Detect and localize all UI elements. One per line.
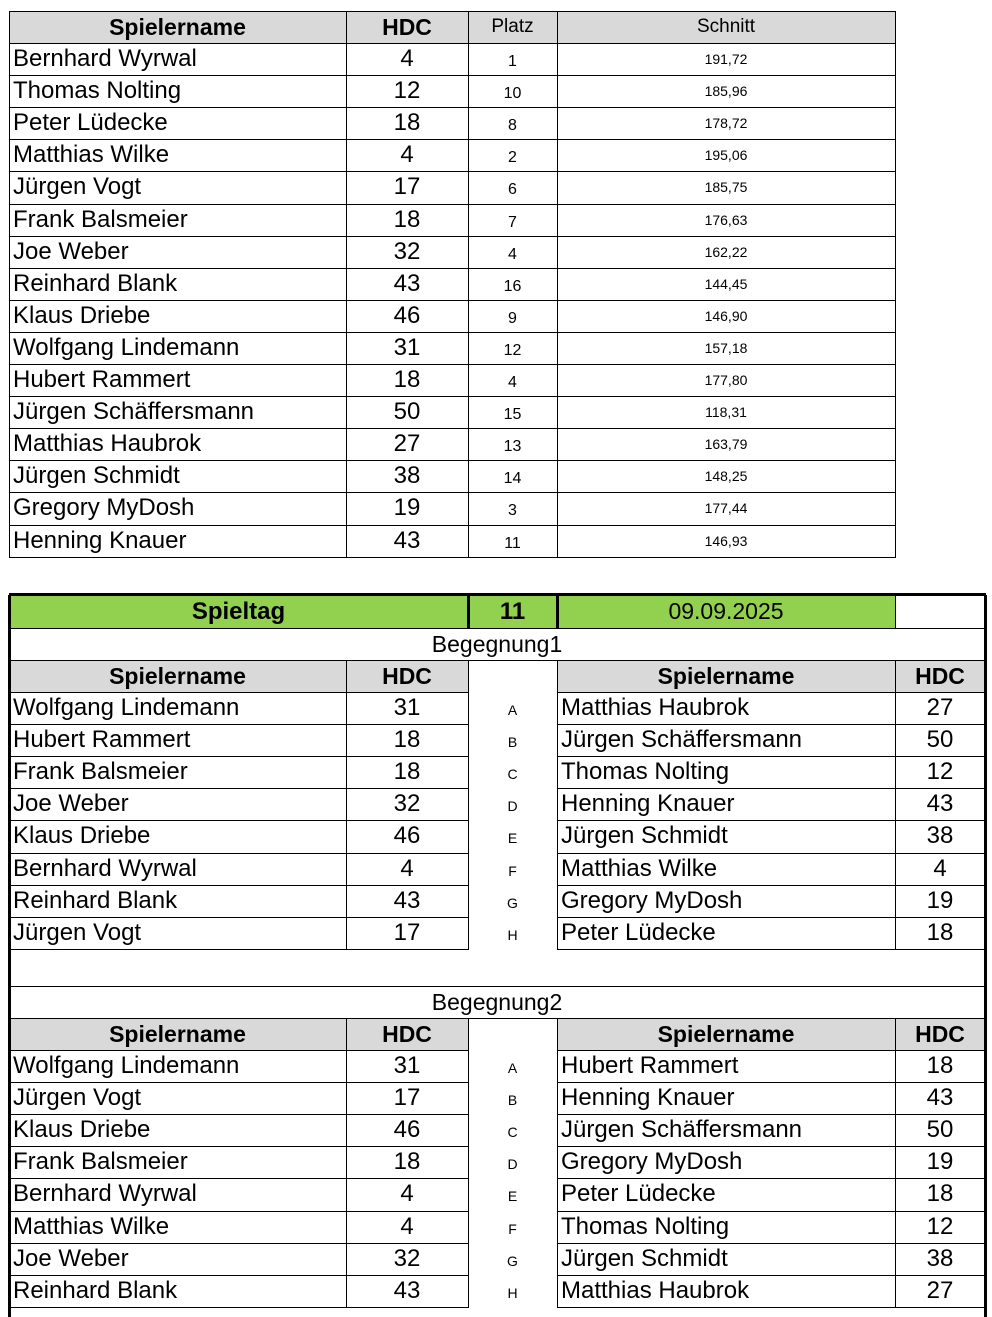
grid-line (9, 593, 986, 596)
match-right-name: Thomas Nolting (561, 1212, 730, 1240)
grid-line (9, 11, 10, 558)
match-letter: A (507, 702, 518, 719)
match-letter: C (507, 766, 518, 783)
grid-line (557, 1243, 986, 1244)
grid-line (9, 1114, 469, 1115)
player-schnitt: 162,22 (704, 243, 748, 260)
grid-line (9, 171, 896, 172)
grid-line (557, 820, 986, 821)
player-hdc: 32 (393, 237, 421, 265)
grid-line (557, 949, 986, 950)
match-letter: H (507, 1284, 518, 1301)
match-right-name: Jürgen Schäffersmann (561, 726, 803, 754)
player-name: Gregory MyDosh (13, 494, 195, 522)
match-right-name: Thomas Nolting (561, 758, 730, 786)
grid-line (468, 660, 469, 950)
match-left-hdc: 17 (393, 1084, 421, 1112)
grid-line (557, 1114, 986, 1115)
player-platz: 3 (508, 502, 517, 520)
player-hdc: 43 (393, 526, 421, 554)
grid-line (9, 525, 896, 526)
match-left-hdc: 43 (393, 1276, 421, 1304)
match-left-name: Bernhard Wyrwal (13, 854, 197, 882)
grid-line (9, 788, 469, 789)
match-right-hdc: 18 (926, 1052, 954, 1080)
match-letter: E (507, 1188, 518, 1205)
match-right-name: Matthias Haubrok (561, 1276, 750, 1304)
match-left-name: Frank Balsmeier (13, 1148, 188, 1176)
grid-line (346, 1018, 347, 1308)
player-hdc: 46 (393, 301, 421, 329)
player-hdc: 38 (393, 462, 421, 490)
match-letter: D (507, 1156, 518, 1173)
match-left-hdc: 18 (393, 1148, 421, 1176)
grid-line (468, 11, 469, 558)
match-right-name: Jürgen Schmidt (561, 822, 728, 850)
player-hdc: 19 (393, 494, 421, 522)
grid-line (557, 756, 986, 757)
match-left-hdc: 4 (400, 854, 414, 882)
grid-line (557, 1018, 986, 1019)
header-schnitt: Schnitt (557, 11, 895, 43)
header-hdc-right: HDC (895, 660, 985, 692)
header-spielername-right: Spielername (557, 660, 895, 692)
player-schnitt: 185,96 (704, 83, 748, 100)
player-platz: 7 (508, 213, 517, 231)
match-left-hdc: 46 (393, 822, 421, 850)
grid-line (9, 107, 896, 108)
match-left-name: Jürgen Vogt (13, 1084, 142, 1112)
player-hdc: 18 (393, 205, 421, 233)
player-platz: 13 (503, 438, 522, 456)
match-left-name: Joe Weber (13, 1244, 129, 1272)
begegnung-title: Begegnung2 (431, 988, 563, 1015)
player-schnitt: 148,25 (704, 468, 748, 485)
match-left-hdc: 4 (400, 1180, 414, 1208)
grid-line (9, 364, 896, 365)
grid-line (346, 660, 347, 950)
player-schnitt: 146,90 (704, 307, 748, 324)
match-left-hdc: 31 (393, 1052, 421, 1080)
match-left-name: Wolfgang Lindemann (13, 1052, 240, 1080)
player-name: Wolfgang Lindemann (13, 333, 240, 361)
player-hdc: 43 (393, 269, 421, 297)
match-right-hdc: 4 (933, 854, 947, 882)
player-name: Henning Knauer (13, 526, 187, 554)
player-name: Joe Weber (13, 237, 129, 265)
header-spielername-left: Spielername (9, 1018, 346, 1050)
spieltag-label: Spieltag (9, 595, 468, 628)
grid-line (9, 268, 896, 269)
header-hdc: HDC (346, 11, 468, 43)
header-spielername: Spielername (9, 11, 346, 43)
grid-line (557, 1307, 986, 1308)
player-schnitt: 177,80 (704, 372, 748, 389)
match-right-hdc: 27 (926, 694, 954, 722)
player-name: Matthias Haubrok (13, 430, 202, 458)
grid-line (9, 236, 896, 237)
match-right-name: Jürgen Schäffersmann (561, 1116, 803, 1144)
match-right-hdc: 38 (926, 822, 954, 850)
match-letter: F (508, 862, 517, 879)
header-hdc-left: HDC (346, 1018, 468, 1050)
match-right-hdc: 27 (926, 1276, 954, 1304)
grid-line (9, 300, 896, 301)
grid-line (9, 692, 469, 693)
grid-line (9, 332, 896, 333)
player-platz: 4 (508, 245, 517, 263)
player-schnitt: 185,75 (704, 179, 748, 196)
match-right-hdc: 19 (926, 886, 954, 914)
grid-line (468, 1018, 469, 1308)
header-spielername-right: Spielername (557, 1018, 895, 1050)
grid-line (9, 1146, 469, 1147)
header-hdc-right: HDC (895, 1018, 985, 1050)
grid-line (9, 917, 469, 918)
grid-line (9, 724, 469, 725)
grid-line (557, 724, 986, 725)
grid-line (9, 1178, 469, 1179)
match-left-name: Klaus Driebe (13, 822, 151, 850)
grid-line (9, 660, 469, 661)
grid-line (9, 75, 896, 76)
player-hdc: 50 (393, 398, 421, 426)
match-right-hdc: 19 (926, 1148, 954, 1176)
grid-line (9, 1275, 469, 1276)
match-right-name: Peter Lüdecke (561, 1180, 716, 1208)
match-letter: E (507, 830, 518, 847)
match-letter: C (507, 1124, 518, 1141)
match-right-hdc: 18 (926, 918, 954, 946)
match-letter: B (507, 1092, 518, 1109)
player-platz: 16 (503, 277, 522, 295)
player-name: Klaus Driebe (13, 301, 151, 329)
player-platz: 10 (503, 85, 522, 103)
player-name: Matthias Wilke (13, 141, 170, 169)
player-hdc: 31 (393, 333, 421, 361)
match-right-hdc: 12 (926, 1212, 954, 1240)
player-platz: 1 (508, 53, 517, 71)
grid-line (895, 11, 896, 558)
grid-line (557, 1275, 986, 1276)
grid-line (9, 557, 896, 558)
player-schnitt: 176,63 (704, 211, 748, 228)
grid-line (9, 139, 896, 140)
player-platz: 15 (503, 406, 522, 424)
match-letter: A (507, 1060, 518, 1077)
player-hdc: 18 (393, 366, 421, 394)
match-right-hdc: 12 (926, 758, 954, 786)
match-right-name: Gregory MyDosh (561, 886, 743, 914)
match-left-name: Bernhard Wyrwal (13, 1180, 197, 1208)
spieltag-number: 11 (468, 595, 557, 628)
player-schnitt: 163,79 (704, 436, 748, 453)
grid-line (9, 1018, 469, 1019)
player-name: Jürgen Schmidt (13, 462, 180, 490)
match-left-name: Klaus Driebe (13, 1116, 151, 1144)
grid-line (556, 595, 559, 629)
grid-line (557, 11, 558, 558)
player-hdc: 12 (393, 77, 421, 105)
grid-line (9, 1211, 469, 1212)
player-name: Hubert Rammert (13, 366, 191, 394)
grid-line (9, 492, 896, 493)
grid-line (895, 660, 896, 950)
grid-line (557, 1211, 986, 1212)
player-platz: 2 (508, 149, 517, 167)
header-spielername-left: Spielername (9, 660, 346, 692)
match-right-hdc: 38 (926, 1244, 954, 1272)
player-schnitt: 191,72 (704, 51, 748, 68)
match-left-name: Reinhard Blank (13, 886, 178, 914)
player-platz: 4 (508, 374, 517, 392)
grid-line (557, 660, 558, 950)
player-schnitt: 177,44 (704, 500, 748, 517)
match-left-hdc: 43 (393, 886, 421, 914)
player-platz: 6 (508, 181, 517, 199)
player-name: Reinhard Blank (13, 269, 178, 297)
header-hdc-left: HDC (346, 660, 468, 692)
grid-line (9, 756, 469, 757)
match-right-name: Jürgen Schmidt (561, 1244, 728, 1272)
header-platz: Platz (468, 11, 557, 43)
match-right-hdc: 43 (926, 1084, 954, 1112)
grid-line (557, 1146, 986, 1147)
match-left-name: Wolfgang Lindemann (13, 694, 240, 722)
player-schnitt: 195,06 (704, 147, 748, 164)
match-left-hdc: 32 (393, 790, 421, 818)
grid-line (9, 949, 469, 950)
player-schnitt: 178,72 (704, 115, 748, 132)
player-name: Bernhard Wyrwal (13, 45, 197, 73)
grid-line (557, 1178, 986, 1179)
match-right-name: Henning Knauer (561, 1084, 735, 1112)
player-schnitt: 144,45 (704, 275, 748, 292)
player-hdc: 17 (393, 173, 421, 201)
match-right-name: Gregory MyDosh (561, 1148, 743, 1176)
player-platz: 11 (504, 534, 521, 552)
grid-line (557, 853, 986, 854)
match-left-name: Frank Balsmeier (13, 758, 188, 786)
player-name: Thomas Nolting (13, 77, 182, 105)
match-right-name: Matthias Wilke (561, 854, 718, 882)
match-letter: H (507, 926, 518, 943)
grid-line (9, 885, 469, 886)
grid-line (557, 788, 986, 789)
match-left-name: Matthias Wilke (13, 1212, 170, 1240)
grid-line (9, 1050, 469, 1051)
grid-line (9, 396, 896, 397)
player-hdc: 27 (393, 430, 421, 458)
grid-line (9, 204, 896, 205)
match-letter: B (507, 734, 518, 751)
match-left-hdc: 17 (393, 918, 421, 946)
match-letter: G (507, 894, 518, 911)
grid-line (9, 460, 896, 461)
player-name: Frank Balsmeier (13, 205, 188, 233)
player-schnitt: 157,18 (704, 339, 748, 356)
match-left-hdc: 31 (393, 694, 421, 722)
player-platz: 8 (508, 117, 517, 135)
match-left-hdc: 32 (393, 1244, 421, 1272)
match-left-hdc: 18 (393, 758, 421, 786)
match-letter: G (507, 1252, 518, 1269)
grid-line (557, 917, 986, 918)
grid-line (557, 1082, 986, 1083)
match-left-name: Jürgen Vogt (13, 918, 142, 946)
begegnung-title: Begegnung1 (431, 630, 563, 657)
player-name: Peter Lüdecke (13, 109, 168, 137)
match-letter: D (507, 798, 518, 815)
player-name: Jürgen Vogt (13, 173, 142, 201)
match-left-hdc: 4 (400, 1212, 414, 1240)
grid-line (346, 11, 347, 558)
match-right-name: Matthias Haubrok (561, 694, 750, 722)
match-right-hdc: 43 (926, 790, 954, 818)
match-right-hdc: 18 (926, 1180, 954, 1208)
match-left-name: Joe Weber (13, 790, 129, 818)
grid-line (895, 1018, 896, 1308)
grid-line (557, 692, 986, 693)
match-right-name: Henning Knauer (561, 790, 735, 818)
player-platz: 12 (503, 341, 522, 359)
player-platz: 14 (503, 470, 522, 488)
spieltag-date: 09.09.2025 (557, 595, 895, 628)
match-right-hdc: 50 (926, 1116, 954, 1144)
grid-line (9, 1307, 469, 1308)
player-name: Jürgen Schäffersmann (13, 398, 255, 426)
match-left-hdc: 46 (393, 1116, 421, 1144)
grid-line (467, 595, 470, 629)
match-left-name: Hubert Rammert (13, 726, 191, 754)
grid-line (9, 11, 896, 12)
player-schnitt: 118,31 (705, 404, 747, 421)
match-right-hdc: 50 (926, 726, 954, 754)
grid-line (984, 595, 987, 1317)
grid-line (557, 885, 986, 886)
grid-line (9, 428, 896, 429)
match-left-name: Reinhard Blank (13, 1276, 178, 1304)
grid-line (557, 1050, 986, 1051)
match-letter: F (508, 1220, 517, 1237)
player-schnitt: 146,93 (704, 532, 748, 549)
grid-line (9, 1243, 469, 1244)
match-right-name: Hubert Rammert (561, 1052, 739, 1080)
match-left-hdc: 18 (393, 726, 421, 754)
player-hdc: 4 (400, 45, 414, 73)
player-platz: 9 (508, 309, 517, 327)
player-hdc: 18 (393, 109, 421, 137)
grid-line (557, 1018, 558, 1308)
grid-line (9, 1082, 469, 1083)
grid-line (557, 660, 986, 661)
grid-line (895, 595, 896, 629)
grid-line (9, 820, 469, 821)
grid-line (9, 853, 469, 854)
grid-line (8, 595, 11, 1317)
grid-line (9, 43, 896, 44)
player-hdc: 4 (400, 141, 414, 169)
match-right-name: Peter Lüdecke (561, 918, 716, 946)
